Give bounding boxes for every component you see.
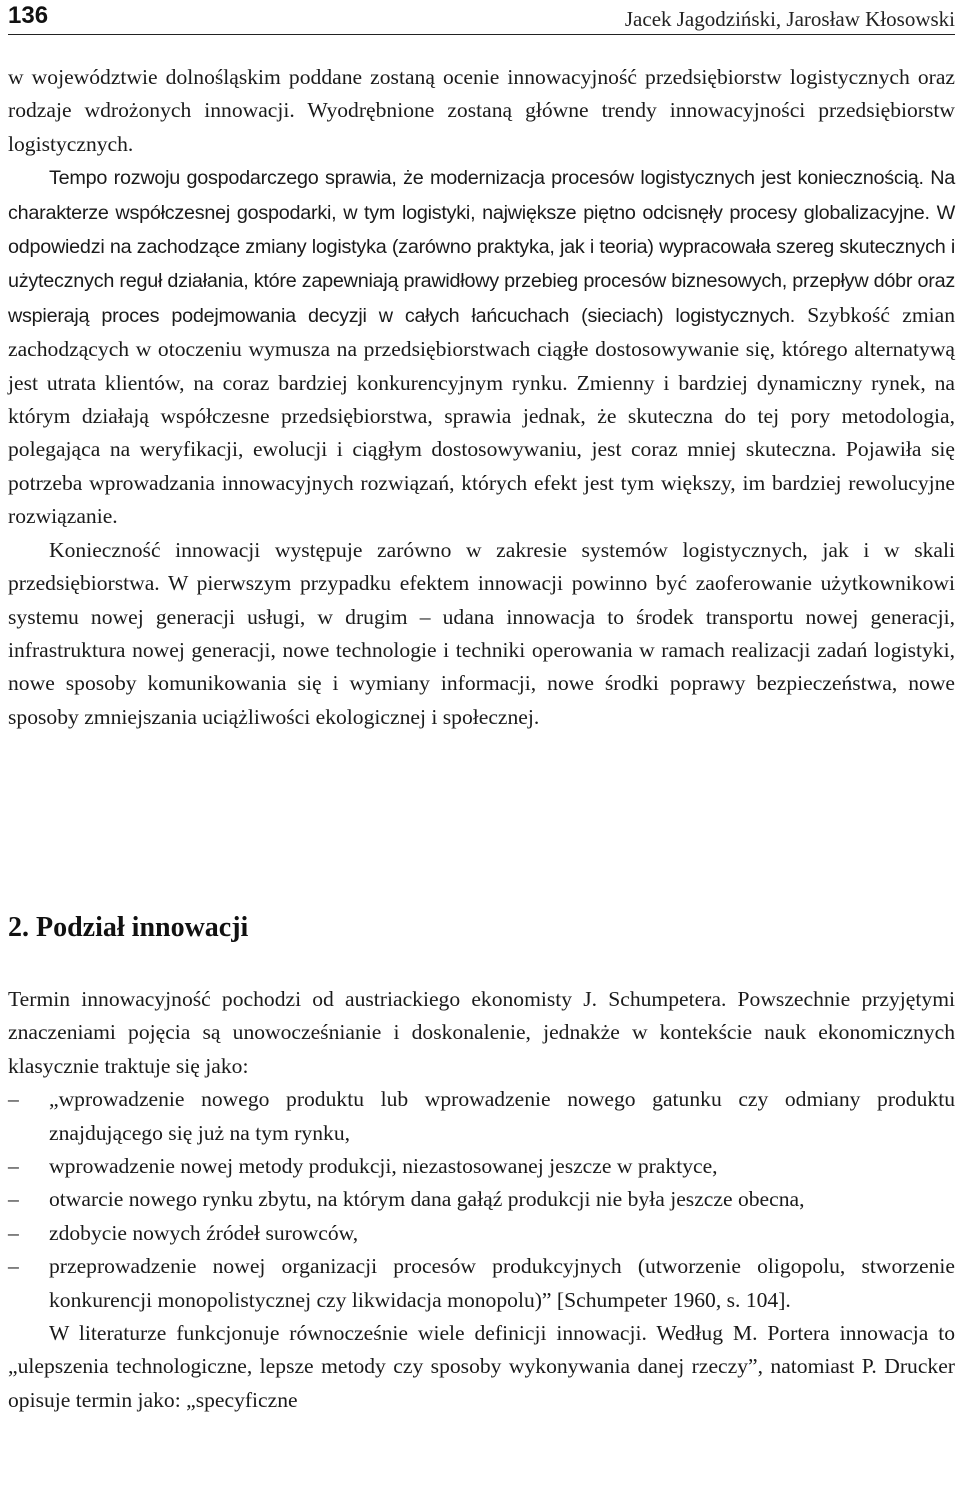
page-number: 136 [8, 2, 49, 29]
list-item [8, 1083, 955, 1150]
list-item [8, 1150, 955, 1183]
list-item [8, 1183, 955, 1216]
section-body [8, 983, 955, 1417]
dash-bullet: – [8, 1254, 19, 1279]
dash-bullet: – [8, 1154, 19, 1179]
list-item [8, 1250, 955, 1317]
list-item-text: wprowadzenie nowej metody produkcji, niezastosowanej jeszcze w praktyce, [49, 1154, 718, 1179]
paragraph-modernization [8, 161, 955, 533]
paragraph-modernization-sans: Tempo rozwoju gospodarczego sprawia, że modernizacja procesów logistycznych jest koniecznością. Na charakterze współczesnej gospodarki, w tym logistyki, największe piętno odcisnęły procesy globalizacyjne. W odpowiedzi na zachodzące zmiany logistyka (zarówno praktyka, jak i teoria) wypracowała szereg skutecznych i użytecznych reguł działania, które zapewniają prawidłowy przebieg procesów biznesowych, przepływ dóbr oraz wspierają proces podejmowania decyzji w całych łańcuchach (sieciach) logistycznych. [8, 167, 955, 327]
list-item-text: przeprowadzenie nowej organizacji procesów produkcyjnych (utworzenie oligopolu, stworzenie konkurencji monopolistycznej czy likwidacja monopolu)” [Schumpeter 1960, s. 104]. [49, 1254, 955, 1312]
section-heading: 2. Podział innowacji [8, 912, 249, 943]
dash-bullet: – [8, 1220, 19, 1245]
document-page [8, 0, 955, 1412]
list-item-text: zdobycie nowych źródeł surowców, [49, 1220, 359, 1245]
page-header [8, 0, 955, 35]
running-head-authors: Jacek Jagodziński, Jarosław Kłosowski [624, 7, 955, 31]
list-item-text: otwarcie nowego rynku zbytu, na którym dana gałąź produkcji nie była jeszcze obecna, [49, 1187, 805, 1212]
list-item-text: „wprowadzenie nowego produktu lub wprowadzenie nowego gatunku czy odmiany produktu znajdującego się już na tym rynku, [49, 1087, 955, 1145]
paragraph-modernization-serif: Szybkość zmian zachodzących w otoczeniu wymusza na przedsiębiorstwach ciągłe dostosowywanie się, którego alternatywą jest utrata klientów, na coraz bardziej konkurencyjnym rynku. Zmienny i bardziej dynamiczny rynek, na którym działają współczesne przedsiębiorstwa, sprawia jednak, że skuteczna do tej pory metodologia, polegająca na weryfikacji, ewolucji i ciągłym dostosowywaniu, jest coraz mniej skuteczna. Pojawiła się potrzeba wprowadzania innowacyjnych rozwiązań, których efekt jest tym większy, im bardziej rewolucyjne rozwiązanie. [8, 302, 955, 529]
paragraph-intro: w województwie dolnośląskim poddane zostaną ocenie innowacyjność przedsiębiorstw logistycznych oraz rodzaje wdrożonych innowacji. Wyodrębnione zostaną główne trendy innowacyjności przedsiębiorstw logistycznych. [8, 65, 955, 156]
dash-bullet: – [8, 1187, 19, 1212]
paragraph-innovation-need: Konieczność innowacji występuje zarówno w zakresie systemów logistycznych, jak i w skali przedsiębiorstwa. W pierwszym przypadku efektem innowacji powinno być zaoferowanie użytkownikowi systemu nowej generacji usługi, w drugim – udana innowacja to środek transportu nowej generacji, infrastruktura nowej generacji, nowe technologie i techniki operowania w ramach realizacji zadań logistyki, nowe sposoby komunikowania się i wymiany informacji, nowe środki poprawy bezpieczeństwa, nowe sposoby zmniejszania uciążliwości ekologicznej i społecznej. [8, 537, 955, 729]
paragraph-definitions: W literaturze funkcjonuje równocześnie wiele definicji innowacji. Według M. Portera innowacja to „ulepszenia technologiczne, lepsze metody czy sposoby wykonywania danej rzeczy”, natomiast P. Drucker opisuje termin jako: „specyficzne [8, 1321, 955, 1412]
body-text [8, 61, 955, 734]
list-item [8, 1217, 955, 1250]
dash-bullet: – [8, 1087, 19, 1112]
definition-list [8, 1083, 955, 1317]
paragraph-schumpeter: Termin innowacyjność pochodzi od austriackiego ekonomisty J. Schumpetera. Powszechnie przyjętymi znaczeniami pojęcia są unowocześnianie i doskonalenie, jednakże w kontekście nauk ekonomicznych klasycznie traktuje się jako: [8, 987, 955, 1078]
